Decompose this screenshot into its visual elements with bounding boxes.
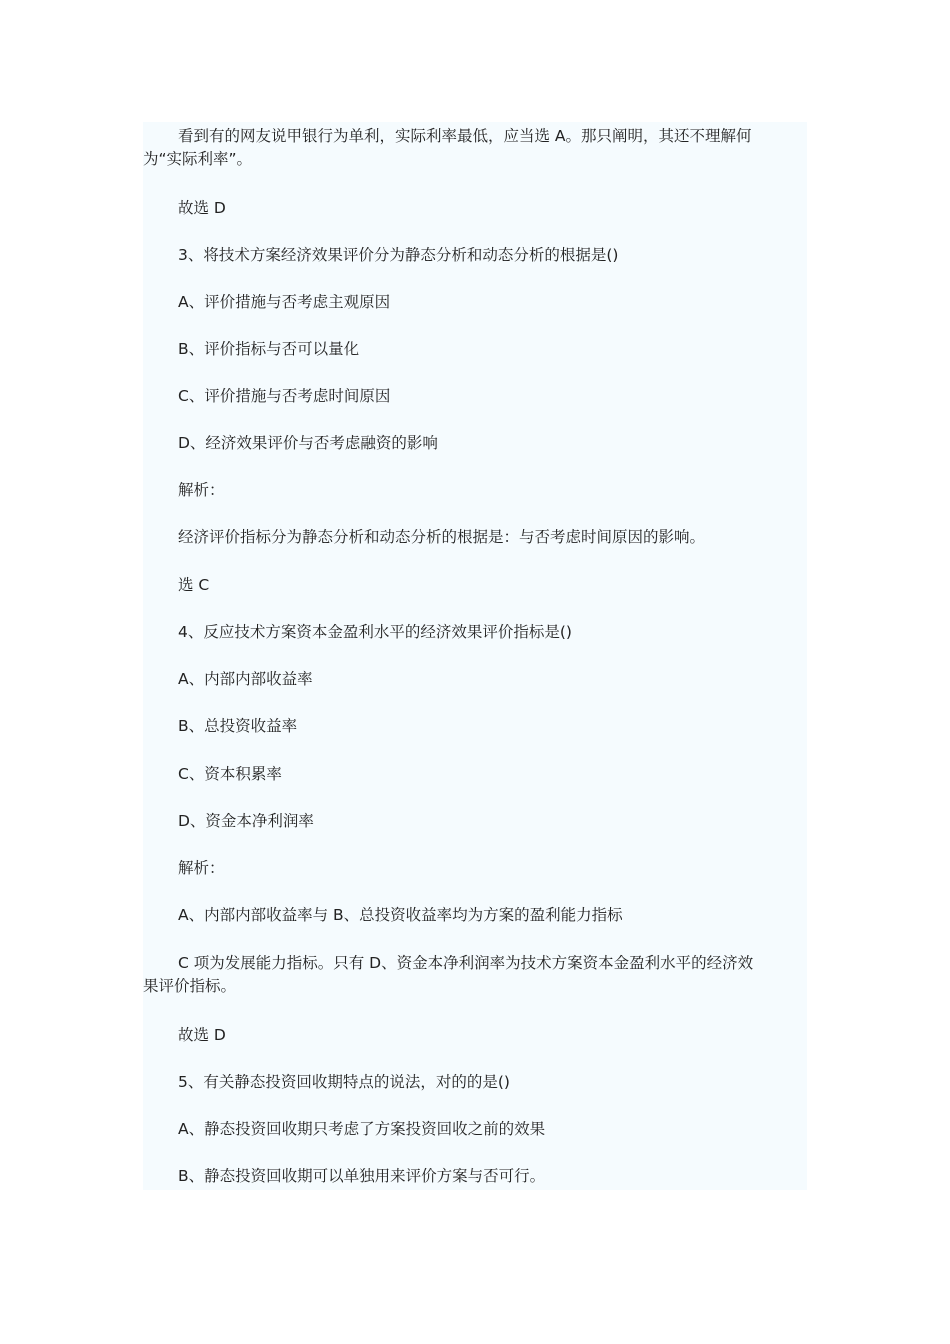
question-4-option-a: A、内部内部收益率 xyxy=(178,670,313,688)
document-content-area xyxy=(143,122,807,1190)
question-5: 5、有关静态投资回收期特点的说法，对的的是() xyxy=(178,1073,510,1091)
analysis-text: A、内部内部收益率与 B、总投资收益率均为方案的盈利能力指标 xyxy=(178,906,623,924)
answer-line: 故选 D xyxy=(178,1026,226,1044)
paragraph-line: 果评价指标。 xyxy=(143,977,237,995)
question-3: 3、将技术方案经济效果评价分为静态分析和动态分析的根据是() xyxy=(178,246,619,264)
question-4-option-d: D、资金本净利润率 xyxy=(178,812,314,830)
question-3-option-b: B、评价指标与否可以量化 xyxy=(178,340,360,358)
answer-line: 故选 D xyxy=(178,199,226,217)
paragraph-line: C 项为发展能力指标。只有 D、资金本净利润率为技术方案资本金盈利水平的经济效 xyxy=(178,954,754,972)
question-4: 4、反应技术方案资本金盈利水平的经济效果评价指标是() xyxy=(178,623,572,641)
question-5-option-b: B、静态投资回收期可以单独用来评价方案与否可行。 xyxy=(178,1167,546,1185)
question-4-option-b: B、总投资收益率 xyxy=(178,717,298,735)
question-3-option-d: D、经济效果评价与否考虑融资的影响 xyxy=(178,434,438,452)
analysis-heading: 解析： xyxy=(178,481,225,499)
question-4-option-c: C、资本积累率 xyxy=(178,765,282,783)
paragraph-line: 为“实际利率”。 xyxy=(143,150,253,168)
paragraph-interest-rate-comment xyxy=(143,125,807,171)
question-5-option-a: A、静态投资回收期只考虑了方案投资回收之前的效果 xyxy=(178,1120,546,1138)
question-3-option-a: A、评价措施与否考虑主观原因 xyxy=(178,293,391,311)
question-3-option-c: C、评价措施与否考虑时间原因 xyxy=(178,387,391,405)
answer-line: 选 C xyxy=(178,576,210,594)
analysis-text-multiline xyxy=(143,952,807,998)
paragraph-line: 看到有的网友说甲银行为单利，实际利率最低，应当选 A。那只阐明，其还不理解何 xyxy=(178,127,752,145)
analysis-heading: 解析： xyxy=(178,859,225,877)
analysis-text: 经济评价指标分为静态分析和动态分析的根据是：与否考虑时间原因的影响。 xyxy=(178,528,706,546)
